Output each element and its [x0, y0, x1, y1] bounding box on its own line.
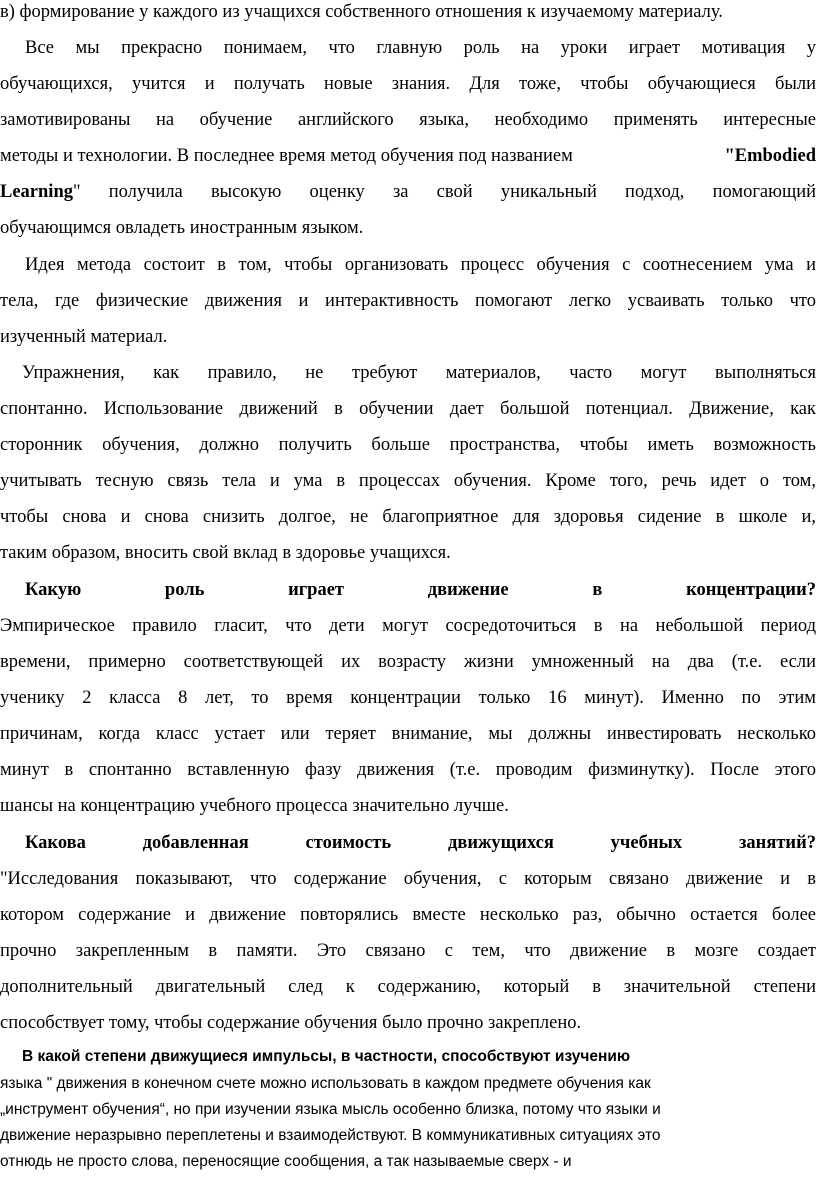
text-line: спонтанно. Использование движений в обучении дает большой потенциал. Движение, как — [0, 399, 816, 419]
text-line: обучающихся, учится и получать новые знания. Для тоже, чтобы обучающиеся были — [0, 74, 816, 94]
text-line: времени, примерно соответствующей их возрасту жизни умноженный на два (т.е. если — [0, 652, 816, 672]
text-line: ученику 2 класса 8 лет, то время концентрации только 16 минут). Именно по этим — [0, 688, 816, 708]
text-segment: методы и технологии. В последнее время метод обучения под названием — [0, 146, 573, 166]
text-line: чтобы снова и снова снизить долгое, не благоприятное для здоровья сидение в школе и, — [0, 507, 816, 527]
text-line: изученный материал. — [0, 327, 168, 347]
text-line: движение неразрывно переплетены и взаимодействуют. В коммуникативных ситуациях это — [0, 1127, 661, 1144]
text-line: Упражнения, как правило, не требуют материалов, часто могут выполняться — [22, 363, 816, 383]
text-line: сторонник обучения, должно получить больше пространства, чтобы иметь возможность — [0, 435, 816, 455]
text-line: тела, где физические движения и интерактивность помогают легко усваивать только что — [0, 291, 816, 311]
text-line: дополнительный двигательный след к содержанию, который в значительной степени — [0, 977, 816, 997]
text-line: Эмпирическое правило гласит, что дети могут сосредоточиться в на небольшой период — [0, 616, 816, 636]
text-line: учитывать тесную связь тела и ума в процессах обучения. Кроме того, речь идет о том, — [0, 471, 816, 491]
bold-term: "Embodied — [724, 146, 816, 166]
text-line: котором содержание и движение повторялись вместе несколько раз, обычно остается более — [0, 905, 816, 925]
text-line: „инструмент обучения“, но при изучении языка мысль особенно близка, потому что языки и — [0, 1101, 661, 1118]
section-heading: Какова добавленная стоимость движущихся учебных занятий? — [25, 833, 816, 853]
text-line: Идея метода состоит в том, чтобы организовать процесс обучения с соотнесением ума и — [25, 255, 816, 275]
text-line: прочно закрепленным в памяти. Это связано с тем, что движение в мозге создает — [0, 941, 816, 961]
text-line: минут в спонтанно вставленную фазу движения (т.е. проводим физминутку). После этого — [0, 760, 816, 780]
text-line: замотивированы на обучение английского языка, необходимо применять интересные — [0, 110, 816, 130]
text-line — [0, 144, 816, 168]
bold-term: Learning — [0, 182, 73, 202]
text-line: способствует тому, чтобы содержание обучения было прочно закреплено. — [0, 1013, 582, 1033]
text-line: в) формирование у каждого из учащихся собственного отношения к изучаемому материалу. — [0, 2, 723, 22]
text-line: "Исследования показывают, что содержание обучения, с которым связано движение и в — [0, 869, 816, 889]
text-line: языка " движения в конечном счете можно использовать в каждом предмете обучения как — [0, 1075, 651, 1092]
text-line: отнюдь не просто слова, переносящие сообщения, а так называемые сверх - и — [0, 1153, 572, 1170]
section-heading: Какую роль играет движение в концентрации? — [25, 580, 816, 600]
text-line: Все мы прекрасно понимаем, что главную роль на уроки играет мотивация у — [25, 38, 816, 58]
text-line: шансы на концентрацию учебного процесса значительно лучше. — [0, 796, 509, 816]
text-line — [0, 180, 816, 204]
text-segment: " получила высокую оценку за свой уникальный подход, помогающий — [72, 182, 816, 202]
section-heading: В какой степени движущиеся импульсы, в частности, способствуют изучению — [22, 1048, 631, 1065]
text-line: причинам, когда класс устает или теряет внимание, мы должны инвестировать несколько — [0, 724, 816, 744]
text-line: таким образом, вносить свой вклад в здоровье учащихся. — [0, 543, 451, 563]
text-line: обучающимся овладеть иностранным языком. — [0, 218, 364, 238]
